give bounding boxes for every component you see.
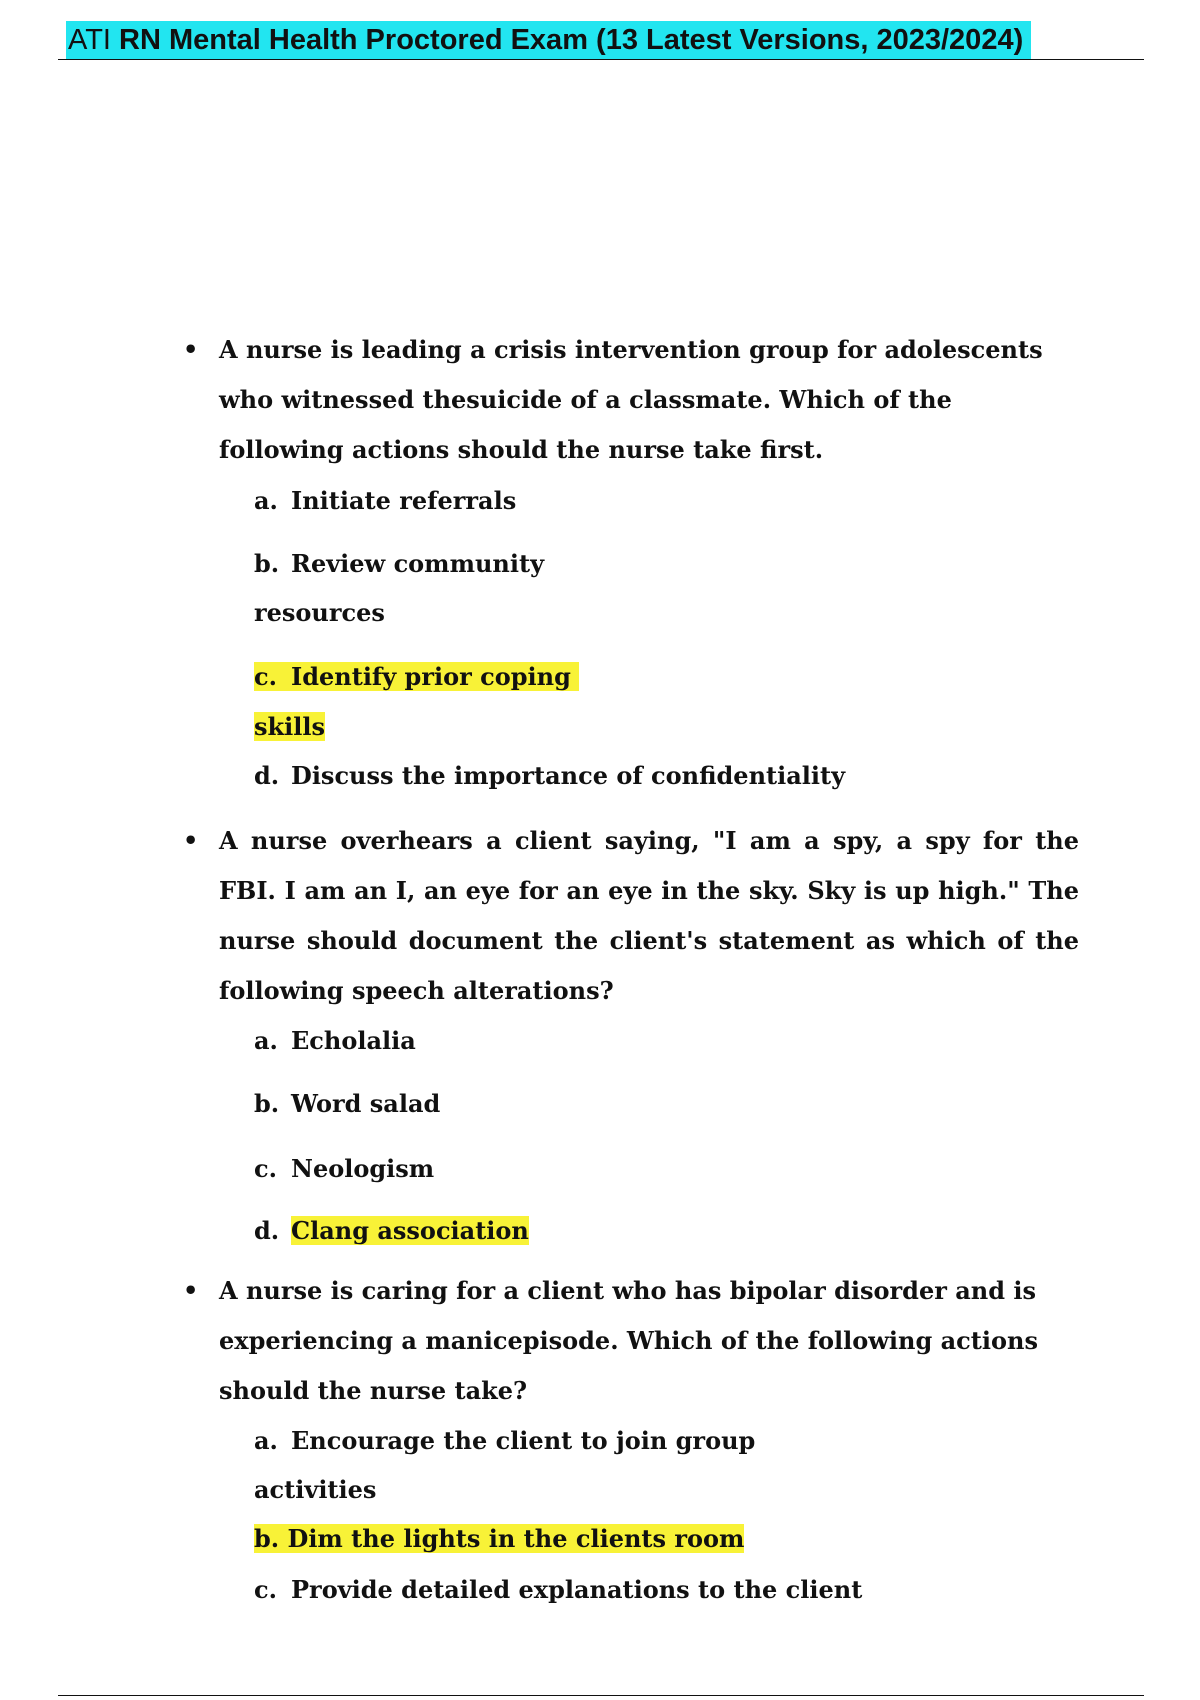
question-stem-text: A nurse overhears a client saying, "I am a spy, a spy for the FBI. I am an I, an eye for an eye in the sky. Sky is up high." The nurse should document the client's statement as which of the following speech alterations? [219,826,1079,1005]
bullet-icon: • [183,1276,199,1305]
option-letter: d. [254,1216,280,1245]
footer-rule [58,1695,1144,1696]
option-letter: c. [254,1575,277,1604]
option-letter: a. [254,1426,278,1455]
question-stem-text: A nurse is leading a crisis intervention group for adolescents who witnessed thesuicide of a classmate. Which of the following actions should the nurse take first. [219,335,1043,464]
option-text-continued: resources [254,598,385,627]
option-1a [254,484,516,518]
option-2b [254,1087,440,1121]
title-text: RN Mental Health Proctored Exam (13 Latest Versions, 2023/2024) [119,24,1024,56]
option-text: Clang association [291,1216,529,1245]
option-text: Provide detailed explanations to the client [291,1575,863,1604]
option-text: Neologism [291,1154,435,1183]
option-3a-continued [254,1473,376,1507]
option-letter: b. [254,1524,280,1553]
option-2a [254,1024,416,1058]
question-2 [183,816,1083,1016]
option-text: Word salad [291,1089,441,1118]
question-stem [219,816,1079,1016]
option-text: Review community [291,549,545,578]
option-1b-continued [254,596,385,630]
title-prefix: ATI [68,24,111,56]
option-letter: a. [254,1026,278,1055]
option-1c [254,660,579,694]
option-text: Discuss the importance of confidentiality [291,761,846,790]
option-text: Encourage the client to join group [291,1426,756,1455]
question-stem [219,1266,1049,1416]
option-highlight [254,1524,744,1553]
option-text: Dim the lights in the clients room [287,1524,745,1553]
option-text: Echolalia [291,1026,416,1055]
bullet-icon: • [183,335,199,364]
option-3b [254,1522,744,1556]
bullet-icon: • [183,826,199,855]
option-letter: b. [254,549,280,578]
option-letter: b. [254,1089,280,1118]
document-title [66,21,1031,59]
option-1c-continued [254,710,325,744]
option-text-continued: skills [254,712,326,741]
option-2d [254,1214,529,1248]
option-letter: d. [254,761,280,790]
option-2c [254,1152,434,1186]
option-letter: c. [254,1154,277,1183]
question-stem-text: A nurse is caring for a client who has bipolar disorder and is experiencing a manicepisode. Which of the following actions should the nurse take? [219,1276,1038,1405]
option-3c [254,1573,862,1607]
option-highlight [254,662,579,691]
option-text-continued: activities [254,1475,377,1504]
option-letter: a. [254,486,278,515]
option-letter: c. [254,662,277,691]
question-stem [219,325,1049,475]
option-text: Initiate referrals [291,486,517,515]
option-1d [254,759,845,793]
option-text: Identify prior coping [291,662,571,691]
option-3a [254,1424,755,1458]
option-1b [254,547,544,581]
question-3 [183,1266,1083,1416]
question-1 [183,325,1083,475]
